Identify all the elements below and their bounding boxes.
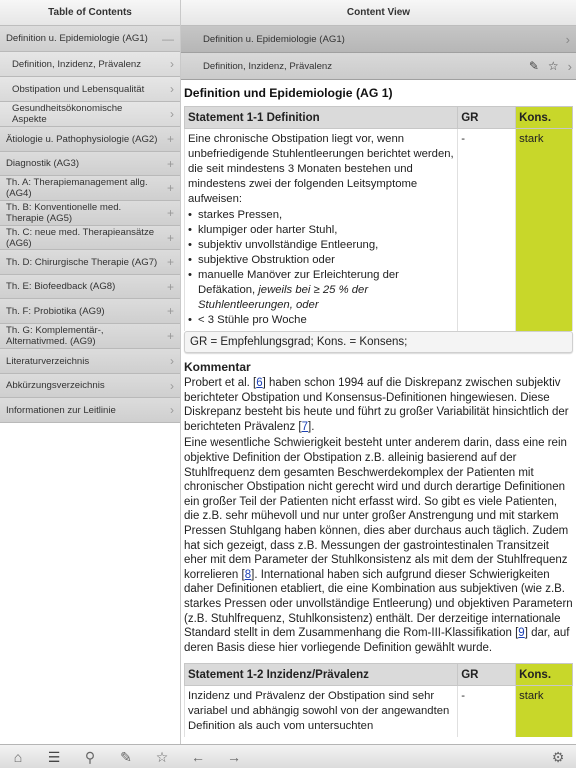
breadcrumb-section[interactable] — [181, 53, 576, 80]
chevron-right-icon: › — [170, 378, 174, 393]
pencil-icon[interactable]: ✎ — [528, 59, 539, 73]
breadcrumb-section-label: Definition, Inzidenz, Prävalenz — [203, 60, 333, 72]
toc-item-label: Definition, Inzidenz, Prävalenz — [12, 58, 142, 70]
plus-icon: + — [166, 230, 174, 245]
gr-value: - — [458, 686, 516, 738]
breadcrumb-tools — [529, 59, 572, 74]
toc-item-label: Th. A: Therapiemanagement allg. (AG4) — [6, 177, 148, 199]
plus-icon: + — [166, 255, 174, 269]
statement-1-1-table — [184, 106, 573, 331]
bottom-toolbar — [0, 744, 576, 768]
kommentar-heading: Kommentar — [184, 360, 251, 374]
list-item: • klumpiger oder harter Stuhl, — [188, 223, 454, 238]
kons-value: stark — [516, 686, 573, 738]
comment-paragraph-1: Probert et al. [6] haben schon 1994 auf die Diskrepanz zwischen subjektiv berichteter Obstipation und Konsensus-Definitionen hingewiesen. Diese Diskrepanz besteht bis heute und führt zu großer Variabilität hinsichtlich der berichteten Prävalenz [7]. — [184, 377, 569, 433]
list-item: • < 3 Stühle pro Woche — [188, 313, 454, 328]
toc-item[interactable] — [0, 176, 180, 201]
toc-list-icon[interactable]: ☰ — [44, 748, 64, 766]
table-of-contents-pane — [0, 0, 181, 744]
chevron-right-icon: › — [567, 58, 572, 74]
plus-icon: + — [166, 329, 174, 343]
home-icon[interactable]: ⌂ — [13, 749, 23, 765]
toc-item-label: Definition u. Epidemiologie (AG1) — [6, 33, 148, 44]
toc-item-label: Th. D: Chirurgische Therapie (AG7) — [6, 256, 158, 268]
search-icon[interactable]: ⚲ — [84, 748, 96, 765]
toc-item[interactable] — [0, 250, 180, 275]
statement-1-2-text: Inzidenz und Prävalenz der Obstipation sind sehr variabel und abhängig sowohl von der angewandten Definition als auch vom untersuchten — [185, 686, 458, 738]
toc-item-label: Th. B: Konventionelle med. Therapie (AG5) — [6, 202, 122, 224]
plus-icon: + — [166, 304, 174, 318]
symptom-list — [188, 208, 454, 328]
gr-value: - — [458, 129, 516, 332]
chevron-right-icon: › — [170, 82, 174, 96]
italic-qualifier: jeweils bei ≥ 25 % der Stuhlentleerungen, oder — [198, 284, 369, 311]
gr-header: GR — [458, 107, 516, 129]
toc-list — [0, 26, 180, 423]
forward-arrow-icon[interactable]: → — [227, 749, 241, 765]
kons-header: Kons. — [516, 107, 573, 129]
plus-icon: + — [166, 156, 174, 171]
star-icon[interactable]: ☆ — [547, 59, 559, 73]
breadcrumb-chapter-label: Definition u. Epidemiologie (AG1) — [203, 33, 345, 45]
document-body — [181, 80, 576, 737]
section-heading: Definition und Epidemiologie (AG 1) — [184, 86, 393, 100]
toc-item[interactable] — [0, 201, 180, 226]
reference-link[interactable]: 9 — [518, 627, 525, 640]
toc-item[interactable] — [0, 275, 180, 299]
toc-item[interactable] — [0, 102, 180, 127]
back-arrow-icon[interactable]: ← — [191, 749, 205, 765]
kons-value: stark — [516, 129, 573, 332]
star-icon[interactable]: ☆ — [155, 748, 169, 765]
content-view-pane — [181, 0, 576, 744]
toc-item-label: Th. C: neue med. Therapieansätze (AG6) — [6, 226, 155, 249]
toc-item[interactable] — [0, 299, 180, 324]
toc-item[interactable] — [0, 324, 180, 349]
reference-link[interactable]: 8 — [244, 568, 252, 581]
plus-icon: + — [166, 279, 174, 294]
minus-icon: — — [162, 31, 174, 46]
list-item: • starkes Pressen, — [188, 208, 454, 223]
toc-item-label: Th. G: Komplementär-, Alternativmed. (AG9) — [6, 325, 104, 347]
toc-item-label: Gesundheitsökonomische Aspekte — [12, 103, 123, 125]
list-item: • subjektive Obstruktion oder — [188, 253, 454, 268]
statement-1-1-text: Eine chronische Obstipation liegt vor, wenn unbefriedigende Stuhlentleerungen berichtet werden, die seit mindestens 3 Monaten bestehen und mindestens zwei der folgenden Leitsymptome aufweisen: • starkes Pressen, • klumpiger oder harter Stuhl, • subjektiv unvollständige Entleerung, • subjektive Obstruktion oder • manuelle Manöver zur Erleichterung der Defäkation, jeweils bei ≥ 25 % der Stuhlentleerungen, oder • < 3 Stühle pro Woche — [185, 129, 458, 332]
toc-item[interactable] — [0, 226, 180, 250]
toc-item-label: Th. E: Biofeedback (AG8) — [6, 281, 116, 292]
legend-note: GR = Empfehlungsgrad; Kons. = Konsens; — [184, 331, 573, 353]
pencil-icon[interactable]: ✎ — [120, 748, 132, 765]
breadcrumb-chapter[interactable] — [181, 26, 576, 53]
comment-paragraph-2: Eine wesentliche Schwierigkeit besteht unter anderem darin, dass eine rein objektive Definition der Obstipation z.B. alleinig basierend auf der Stuhlfrequenz dem gesamten Beschwerdekomplex der Patienten mit chronischer Obstipation nicht gerecht wird und durch derartige Definitionen ein großer Teil der Patienten nicht erfasst wird. So gibt es viele Patienten, die z.B. sehr mühevoll und nur unter großer Anstrengung und mit starkem Pressen Stuhlgang haben können, dies aber durchaus auch täglich. Zudem hat sich gezeigt, dass z.B. Messungen der gastrointestinalen Transitzeit eher mit dem Parameter der Stuhlkonsistenz als mit dem der Stuhlfrequenz korrelieren [8]. International haben sich aufgrund dieser Schwierigkeiten daher Definitionen etabliert, die eine Kombination aus subjektiven (wie z.B. starkes Pressen oder unvollständige Entleerung) und objektiven Parametern (z.B. Stuhlfrequenz, Stuhlkonsistenz) enthält. Der derzeitige internationale Standard stellt in dem Zusammenhang die Rom-III-Klassifikation [9] dar, auf deren Basis diese hier vorliegende Definition gewählt wurde. — [184, 437, 573, 654]
toc-item[interactable] — [0, 127, 180, 152]
toc-item[interactable] — [0, 152, 180, 176]
gear-icon[interactable]: ⚙ — [551, 748, 565, 765]
toc-item-label: Informationen zur Leitlinie — [6, 404, 116, 416]
toc-item-label: Literaturverzeichnis — [6, 355, 90, 367]
chevron-right-icon: › — [170, 354, 174, 368]
kons-header: Kons. — [516, 664, 573, 686]
chevron-right-icon: › — [170, 403, 174, 417]
toc-item[interactable] — [0, 349, 180, 374]
reference-link[interactable]: 7 — [301, 420, 309, 433]
toc-title: Table of Contents — [0, 0, 180, 26]
reference-link[interactable]: 6 — [256, 377, 263, 389]
toc-item[interactable] — [0, 52, 180, 77]
chevron-right-icon: › — [565, 31, 570, 47]
toc-item-label: Ätiologie u. Pathophysiologie (AG2) — [6, 133, 158, 145]
toc-item[interactable] — [0, 374, 180, 398]
toc-item-label: Obstipation und Lebensqualität — [12, 83, 145, 95]
toc-item-label: Diagnostik (AG3) — [6, 158, 80, 169]
chevron-right-icon: › — [170, 107, 174, 121]
plus-icon: + — [166, 181, 174, 195]
toc-item-label: Abkürzungsverzeichnis — [6, 380, 105, 391]
list-item: • manuelle Manöver zur Erleichterung der Defäkation, jeweils bei ≥ 25 % der Stuhlentleerungen, oder — [188, 268, 454, 313]
toc-item[interactable] — [0, 398, 180, 423]
plus-icon: + — [166, 132, 174, 146]
content-view-title: Content View — [181, 0, 576, 26]
toc-item[interactable] — [0, 77, 180, 102]
gr-header: GR — [458, 664, 516, 686]
statement-1-2-table — [184, 663, 573, 737]
statement-1-1-title: Statement 1-1 Definition — [185, 107, 458, 129]
toc-item[interactable] — [0, 26, 180, 52]
plus-icon: + — [166, 206, 174, 220]
statement-1-2-title: Statement 1-2 Inzidenz/Prävalenz — [185, 664, 458, 686]
chevron-right-icon: › — [170, 57, 174, 71]
list-item: • subjektiv unvollständige Entleerung, — [188, 238, 454, 253]
toc-item-label: Th. F: Probiotika (AG9) — [6, 305, 105, 317]
